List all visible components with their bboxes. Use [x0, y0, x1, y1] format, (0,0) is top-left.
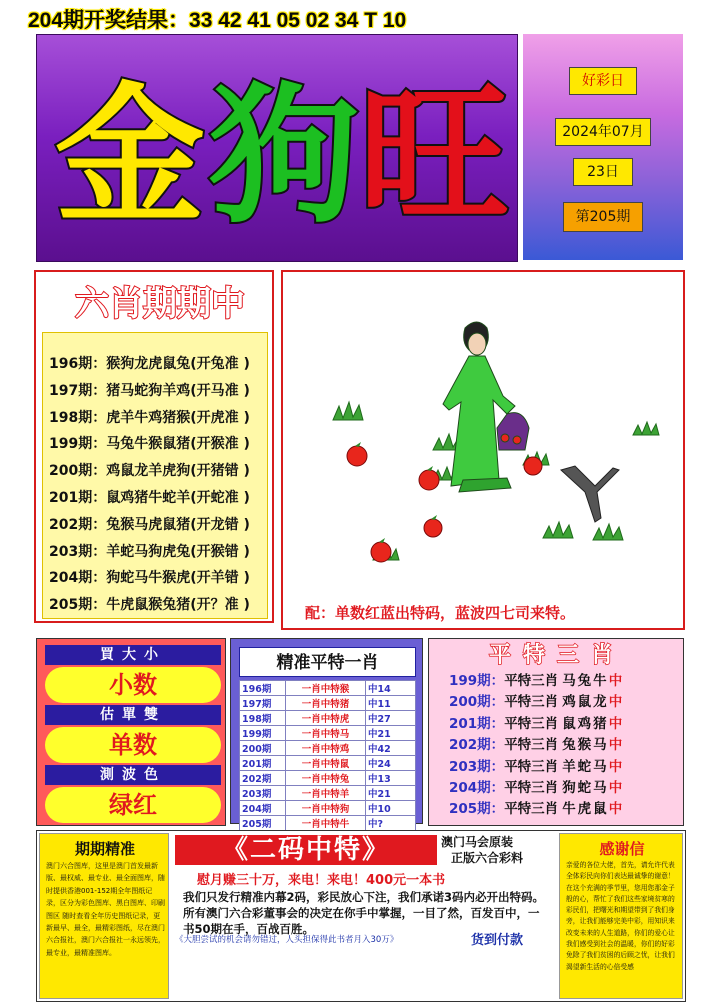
table-cell-prediction: 一肖中特鸡 — [286, 741, 366, 756]
three-zodiac-issue: 203期： — [449, 758, 505, 775]
three-zodiac-result: 中 — [608, 694, 623, 711]
table-row — [240, 771, 416, 786]
list-item: 198期：虎羊牛鸡猪猴(开虎准 ) — [49, 409, 250, 426]
table-cell-result: 中11 — [366, 696, 416, 711]
three-zodiac-label: 平特三肖 — [504, 779, 559, 796]
list-item — [449, 778, 622, 799]
three-zodiac-label: 平特三肖 — [504, 737, 559, 754]
top-result-banner: 204期开奖结果：33 42 41 05 02 34 T 10 — [28, 9, 407, 32]
table-cell-issue: 200期 — [240, 741, 286, 756]
table-row — [240, 681, 416, 696]
table-cell-issue: 197期 — [240, 696, 286, 711]
three-zodiac-animals: 鸡鼠龙 — [562, 694, 609, 711]
table-cell-issue: 196期 — [240, 681, 286, 696]
date-month: 2024年07月 — [555, 118, 651, 146]
table-cell-prediction: 一肖中特兔 — [286, 771, 366, 786]
table-cell-result: 中42 — [366, 741, 416, 756]
library-intro-text: 澳门六合图库，这里是澳门首发最新版、最权威、最专业、最全面图库，随时提供香港001-152期全年图纸记录，区分为彩色图库、黑白图库、印刷图区 随时查看全年历史图纸记录，更新最早、最全，最精彩图纸，尽在澳门六合报社，澳门六合报社一永远领先，最专业，最精准图库。 — [46, 862, 165, 957]
list-item: 196期：猴狗龙虎鼠兔(开兔准 ) — [49, 356, 250, 372]
list-item: 204期：狗蛇马牛猴虎(开羊错 ) — [49, 570, 250, 587]
advert-panel — [36, 830, 686, 1002]
three-zodiac-label: 平特三肖 — [504, 801, 559, 818]
table-cell-issue: 203期 — [240, 786, 286, 801]
list-item — [449, 757, 622, 778]
parity-title: 估單雙 — [45, 705, 221, 725]
six-zodiac-list — [42, 332, 268, 619]
table-cell-result: 中? — [366, 816, 416, 831]
three-zodiac-result: 中 — [608, 779, 623, 796]
date-block — [523, 34, 683, 260]
thank-you-letter-box — [559, 833, 683, 999]
advert-footer: 《大胆尝试的机会请勿错过，人头担保得此书者月入30万》 — [175, 935, 399, 945]
list-item — [449, 692, 622, 713]
list-item: 205期：牛虎鼠猴兔猪(开？准 ) — [49, 597, 250, 614]
three-zodiac-result: 中 — [608, 758, 623, 775]
three-zodiac-panel — [428, 638, 684, 826]
three-zodiac-result: 中 — [608, 673, 623, 689]
two-code-banner: 《二码中特》 — [175, 835, 437, 865]
table-row — [240, 726, 416, 741]
list-item — [449, 799, 622, 820]
library-intro-title: 期期精准 — [74, 840, 135, 858]
illustration-caption: 配：单数红蓝出特码，蓝波四七司来特。 — [305, 604, 576, 622]
three-zodiac-animals: 马兔牛 — [562, 673, 609, 689]
thank-you-text: 亲爱的各位大佬，首先，请允许代表全体彩民向你们表达最诚挚的谢意！在这个充满的季节里，您用您那金子般的心，帮忙了我们这些家境贫寒的彩民们，把曙光和期望带到了我们身旁，让我们能够完美中彩，用知识来改变未来的人生道路，你们的爱心让我们感受到社会的温暖，你们的好彩免除了我们贫困的后顾之忧，让我们渴望新生活的心倍受感 — [566, 861, 675, 971]
three-zodiac-label: 平特三肖 — [504, 715, 559, 732]
table-cell-prediction: 一肖中特猪 — [286, 696, 366, 711]
table-cell-issue: 202期 — [240, 771, 286, 786]
publisher-line-1: 澳门马会原装 — [441, 835, 514, 849]
three-zodiac-label: 平特三肖 — [504, 758, 559, 775]
table-cell-issue: 205期 — [240, 816, 286, 831]
precise-zodiac-title: 精准平特一肖 — [239, 647, 416, 677]
illustration-panel — [281, 270, 685, 630]
library-intro-box — [39, 833, 169, 999]
table-cell-prediction: 一肖中特猴 — [286, 681, 366, 696]
list-item: 201期：鼠鸡猪牛蛇羊(开蛇准 ) — [49, 489, 250, 506]
advert-slogan: 慰月赚三十万，来电！来电！400元一本书 — [197, 873, 446, 888]
three-zodiac-label: 平特三肖 — [504, 673, 559, 689]
three-zodiac-title: 平特三肖 — [488, 643, 625, 668]
table-row — [240, 816, 416, 831]
table-row — [240, 801, 416, 816]
table-cell-result: 中14 — [366, 681, 416, 696]
precise-zodiac-panel — [230, 638, 423, 830]
woman-picking-fruit-illustration — [293, 280, 673, 598]
three-zodiac-result: 中 — [608, 801, 623, 818]
three-zodiac-animals: 牛虎鼠 — [562, 801, 609, 818]
three-zodiac-list — [449, 671, 622, 821]
two-code-advert — [171, 831, 555, 1001]
three-zodiac-issue: 204期： — [449, 779, 505, 796]
three-zodiac-issue: 200期： — [449, 694, 505, 711]
table-cell-prediction: 一肖中特牛 — [286, 816, 366, 831]
advert-body: 我们只发行精准内幕2码，彩民放心下注，我们承诺3码内必开出特码。所有澳门六合彩董事会的决定在你手中掌握，一目了然，百发百中，一书50期在手，百战百胜。 — [183, 890, 544, 936]
table-cell-result: 中21 — [366, 786, 416, 801]
size-title: 買大小 — [45, 645, 221, 665]
size-value: 小数 — [45, 667, 221, 703]
three-zodiac-label: 平特三肖 — [504, 694, 559, 711]
three-zodiac-issue: 205期： — [449, 801, 505, 818]
table-row — [240, 696, 416, 711]
table-row — [240, 741, 416, 756]
list-item: 202期：兔猴马虎鼠猪(开龙错 ) — [49, 516, 250, 533]
table-row — [240, 786, 416, 801]
table-cell-prediction: 一肖中特狗 — [286, 801, 366, 816]
table-cell-prediction: 一肖中特马 — [286, 726, 366, 741]
list-item: 199期：马兔牛猴鼠猪(开猴准 ) — [49, 436, 250, 453]
table-cell-prediction: 一肖中特羊 — [286, 786, 366, 801]
title-char-prosper: 旺 — [359, 72, 510, 240]
table-cell-prediction: 一肖中特虎 — [286, 711, 366, 726]
table-row — [240, 756, 416, 771]
table-cell-result: 中10 — [366, 801, 416, 816]
cash-on-delivery-label: 货到付款 — [471, 933, 524, 948]
three-zodiac-result: 中 — [608, 737, 623, 754]
date-day: 23日 — [573, 158, 633, 186]
three-zodiac-animals: 兔猴马 — [562, 737, 609, 754]
table-cell-result: 中27 — [366, 711, 416, 726]
publisher-line-2: 正版六合彩料 — [451, 851, 524, 865]
six-zodiac-title: 六肖期期中 — [75, 284, 245, 324]
three-zodiac-issue: 199期： — [449, 673, 505, 689]
list-item — [449, 714, 622, 735]
six-zodiac-title-bar — [42, 278, 266, 328]
table-cell-prediction: 一肖中特鼠 — [286, 756, 366, 771]
three-zodiac-animals: 鼠鸡猪 — [562, 715, 609, 732]
lucky-day-label: 好彩日 — [569, 67, 637, 95]
title-block — [36, 34, 518, 262]
precise-zodiac-table — [239, 680, 416, 831]
title-char-gold: 金 — [55, 72, 206, 240]
list-item: 203期：羊蛇马狗虎兔(开猴错 ) — [49, 543, 250, 560]
three-zodiac-animals: 羊蛇马 — [562, 758, 609, 775]
table-cell-issue: 199期 — [240, 726, 286, 741]
color-value: 绿红 — [45, 787, 221, 823]
list-item — [449, 735, 622, 756]
six-zodiac-panel — [34, 270, 274, 623]
issue-number: 第205期 — [563, 202, 643, 232]
size-parity-color-panel — [36, 638, 226, 826]
list-item — [449, 671, 622, 692]
three-zodiac-animals: 狗蛇马 — [562, 779, 609, 796]
table-cell-result: 中13 — [366, 771, 416, 786]
table-cell-result: 中21 — [366, 726, 416, 741]
title-char-dog: 狗 — [209, 72, 360, 240]
table-cell-result: 中24 — [366, 756, 416, 771]
three-zodiac-issue: 202期： — [449, 737, 505, 754]
list-item: 197期：猪马蛇狗羊鸡(开马准 ) — [49, 382, 250, 399]
list-item: 200期：鸡鼠龙羊虎狗(开猪错 ) — [49, 463, 250, 480]
three-zodiac-issue: 201期： — [449, 715, 505, 732]
table-cell-issue: 201期 — [240, 756, 286, 771]
table-row — [240, 711, 416, 726]
thank-you-title: 感谢信 — [599, 840, 645, 858]
parity-value: 单数 — [45, 727, 221, 763]
color-title: 測波色 — [45, 765, 221, 785]
table-cell-issue: 198期 — [240, 711, 286, 726]
table-cell-issue: 204期 — [240, 801, 286, 816]
three-zodiac-result: 中 — [608, 715, 623, 732]
